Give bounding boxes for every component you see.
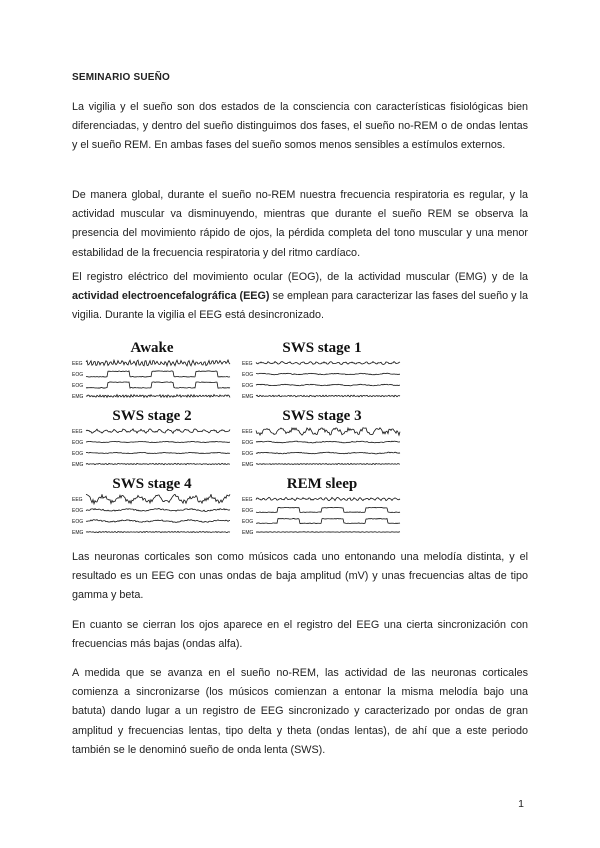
panel-title: SWS stage 3 [282,408,362,424]
paragraph-registro-bold: actividad electroencefalográfica (EEG) [72,290,270,303]
signal-trace [256,384,400,386]
signal-trace [86,429,230,433]
eeg-traces [72,358,232,404]
eeg-traces [72,494,232,540]
channel-label: EMG [72,394,84,400]
channel-label: EMG [242,530,254,536]
signal-trace [256,497,400,500]
channel-label: EOG [72,451,84,457]
channel-label: EOG [72,508,84,514]
paragraph-intro: La vigilia y el sueño son dos estados de la consciencia con características fisiológicas bien diferenciadas, y dentro del sueño distinguimos dos fases, el sueño no-REM o de ondas lentas y el sueño REM. En ambas fases del sueño somos menos sensibles a estímulos externos. [72,101,528,152]
signal-trace [256,507,400,512]
signal-trace [256,428,400,436]
channel-label: EEG [72,429,83,435]
channel-label: EEG [72,497,83,503]
signal-trace [86,371,230,377]
signal-trace [86,531,230,532]
channel-label: EOG [242,508,254,514]
signal-trace [256,441,400,443]
panel-title: SWS stage 4 [112,476,192,492]
signal-trace [256,518,400,523]
panel-title: Awake [130,340,174,356]
paragraph-registro-text-2: se emplean para caracterizar las fases del sueño y la vigilia. Durante la vigilia el EEG está desincronizado. [72,290,528,322]
signal-trace [256,395,400,397]
eeg-traces [242,494,402,540]
signal-trace [256,362,400,365]
channel-label: EOG [72,440,84,446]
paragraph-global: De manera global, durante el sueño no-REM nuestra frecuencia respiratoria es regular, y la actividad muscular va disminuyendo, mientras que durante el sueño REM se observa la presencia del movimiento rápido de ojos, la pérdida completa del tono muscular y una menor estabilidad de la frecuencia respiratoria y del ritmo cardíaco. [72,189,528,259]
panel-title: REM sleep [286,476,358,492]
signal-trace [86,509,230,512]
signal-trace [86,360,230,366]
channel-label: EEG [242,361,253,367]
signal-trace [86,494,230,503]
channel-label: EOG [242,372,254,378]
signal-trace [86,463,230,464]
panel-awake [72,340,232,404]
channel-label: EEG [72,361,83,367]
channel-label: EEG [242,429,253,435]
signal-trace [86,395,230,398]
paragraph-registro-text-1: El registro eléctrico del movimiento ocular (EOG), de la actividad muscular (EMG) y de la [72,271,528,283]
panel-sws-stage-2 [72,408,232,472]
panel-sws-stage-1 [242,340,402,404]
channel-label: EOG [242,451,254,457]
page-number: 1 [518,798,524,810]
panel-rem-sleep [242,476,402,540]
signal-trace [86,441,230,442]
channel-label: EMG [72,530,84,536]
channel-label: EMG [242,394,254,400]
eeg-traces [242,358,402,404]
document-title: SEMINARIO SUEÑO [72,72,171,83]
eeg-traces [72,426,232,472]
paragraph-no-rem: A medida que se avanza en el sueño no-REM, las actividad de las neuronas corticales comienza a sincronizarse (los músicos comienzan a entonar la misma melodía bajo una batuta) dando lugar a un registro de EEG sincronizado y caracterizado por ondas de gran amplitud y frecuencias lentas, tipo delta y theta (ondas lentas), de ahí que a este periodo también se le denominó sueño de onda lenta (SWS). [72,667,528,756]
paragraph-registro [72,268,528,326]
panel-title: SWS stage 1 [282,340,362,356]
channel-label: EOG [72,372,84,378]
panel-sws-stage-3 [242,408,402,472]
signal-trace [256,463,400,464]
channel-label: EMG [242,462,254,468]
channel-label: EOG [72,383,84,389]
signal-trace [256,452,400,454]
eeg-traces [242,426,402,472]
signal-trace [256,373,400,375]
channel-label: EOG [242,440,254,446]
signal-trace [256,532,400,533]
panel-title: SWS stage 2 [112,408,192,424]
channel-label: EMG [72,462,84,468]
paragraph-ojos: En cuanto se cierran los ojos aparece en el registro del EEG una cierta sincronización con frecuencias más bajas (ondas alfa). [72,619,528,651]
signal-trace [86,452,230,453]
signal-trace [86,520,230,523]
channel-label: EOG [242,519,254,525]
paragraph-neuronas: Las neuronas corticales son como músicos cada uno entonando una melodía distinta, y el resultado es un EEG con unas ondas de baja amplitud (mV) y unas frecuencias altas de tipo gamma y beta. [72,551,528,602]
signal-trace [86,382,230,388]
sleep-stages-figure [72,340,402,545]
channel-label: EOG [242,383,254,389]
channel-label: EEG [242,497,253,503]
channel-label: EOG [72,519,84,525]
panel-sws-stage-4 [72,476,232,540]
